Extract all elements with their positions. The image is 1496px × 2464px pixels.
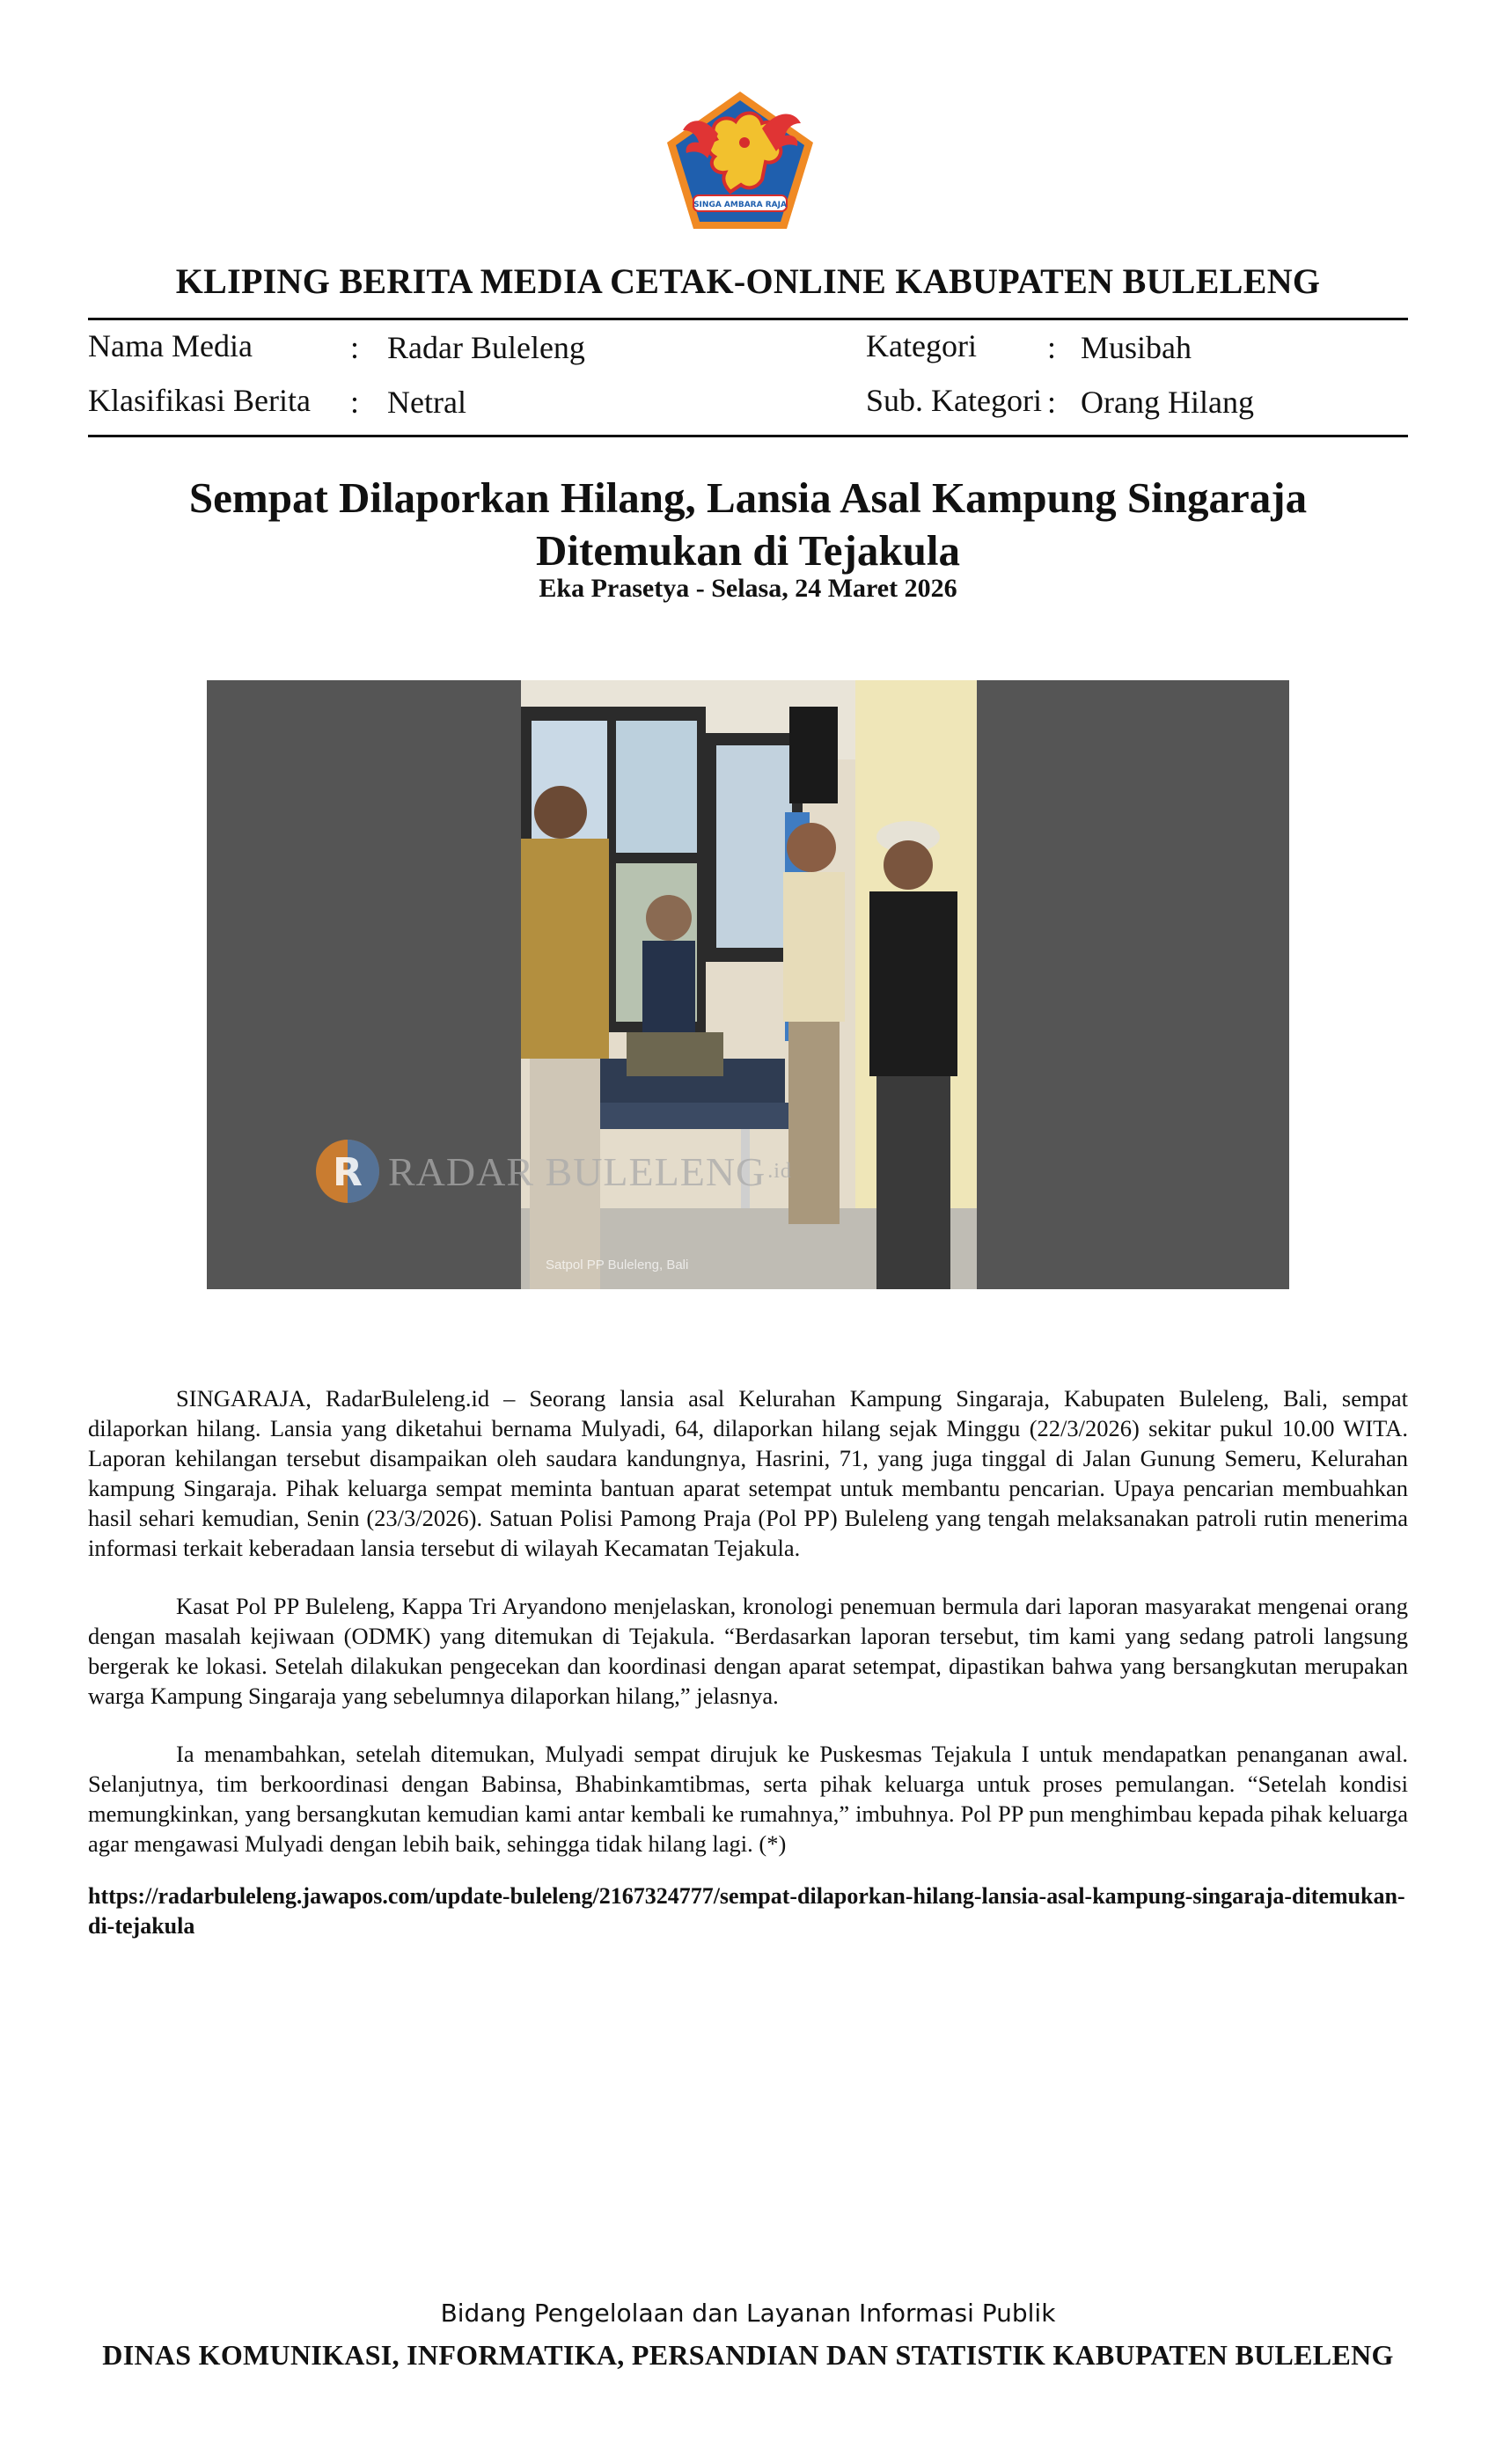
- nama-media-value: Radar Buleleng: [387, 330, 585, 365]
- source-link[interactable]: https://radarbuleleng.jawapos.com/update-buleleng/2167324777/sempat-dilaporkan-hilang-lansia-asal-kampung-singaraja-ditemukan-di-tejakula: [88, 1883, 1405, 1939]
- paragraph-3: Ia menambahkan, setelah ditemukan, Mulyadi sempat dirujuk ke Puskesmas Tejakula I untuk mendapatkan penanganan awal. Selanjutnya, tim berkoordinasi dengan Babinsa, Bhabinkamtibmas, serta pihak keluarga untuk proses pemulangan. “Setelah kondisi memungkinkan, yang bersangkutan kemudian kami antar kembali ke rumahnya,” imbuhnya. Pol PP pun menghimbau kepada pihak keluarga agar mengawasi Mulyadi dengan lebih baik, sehingga tidak hilang lagi. (*): [88, 1741, 1408, 1857]
- document-title: KLIPING BERITA MEDIA CETAK-ONLINE KABUPATEN BULELENG: [175, 261, 1321, 301]
- sub-kategori-label: Sub. Kategori: [866, 383, 1042, 418]
- nama-media-label: Nama Media: [88, 328, 253, 363]
- singa-ambara-raja-emblem-icon: [664, 88, 817, 232]
- bottom-divider: [88, 435, 1408, 437]
- footer-agency: DINAS KOMUNIKASI, INFORMATIKA, PERSANDIAN DAN STATISTIK KABUPATEN BULELENG: [102, 2339, 1394, 2371]
- watermark-text: RADAR BULELENG: [388, 1148, 766, 1194]
- buleleng-emblem-logo: [664, 88, 817, 232]
- article-headline: [132, 472, 1364, 577]
- klasifikasi-colon: :: [350, 385, 360, 420]
- watermark-suffix: .id: [767, 1159, 792, 1183]
- kategori-value: Musibah: [1081, 330, 1192, 365]
- headline-line-2: Ditemukan di Tejakula: [536, 526, 960, 575]
- emblem-motto: SINGA AMBARA RAJA: [693, 201, 787, 209]
- footer-department: Bidang Pengelolaan dan Layanan Informasi Publik: [440, 2299, 1056, 2328]
- radar-logo-icon: [312, 1136, 383, 1206]
- kategori-label: Kategori: [866, 328, 977, 363]
- headline-line-1: Sempat Dilaporkan Hilang, Lansia Asal Kampung Singaraja: [188, 473, 1308, 522]
- paragraph-1: SINGARAJA, RadarBuleleng.id – Seorang lansia asal Kelurahan Kampung Singaraja, Kabupaten Buleleng, Bali, sempat dilaporkan hilang. Lansia yang diketahui bernama Mulyadi, 64, dilaporkan hilang sejak Minggu (22/3/2026) sekitar pukul 10.00 WITA. Laporan kehilangan tersebut disampaikan oleh saudara kandungnya, Hasrini, 71, yang juga tinggal di Jalan Gunung Semeru, Kelurahan kampung Singaraja. Pihak keluarga sempat meminta bantuan aparat setempat untuk membantu pencarian. Upaya pencarian membuahkan hasil sehari kemudian, Senin (23/3/2026). Satuan Polisi Pamong Praja (Pol PP) Buleleng yang tengah melaksanakan patroli rutin menerima informasi terkait keberadaan lansia tersebut di wilayah Kecamatan Tejakula.: [88, 1385, 1408, 1561]
- kategori-colon: :: [1047, 330, 1057, 365]
- photo-credit: Satpol PP Buleleng, Bali: [546, 1258, 689, 1272]
- klasifikasi-value: Netral: [387, 385, 466, 420]
- article-photo: [207, 680, 1289, 1289]
- article-body: [88, 1383, 1408, 1887]
- sub-kategori-colon: :: [1047, 385, 1057, 420]
- paragraph-2: Kasat Pol PP Buleleng, Kappa Tri Aryandono menjelaskan, kronologi penemuan bermula dari laporan masyarakat mengenai orang dengan masalah kejiwaan (ODMK) yang ditemukan di Tejakula. “Berdasarkan laporan tersebut, tim kami yang sedang patroli langsung bergerak ke lokasi. Setelah dilakukan pengecekan dan koordinasi dengan aparat setempat, dipastikan bahwa yang bersangkutan merupakan warga Kampung Singaraja yang sebelumnya dilaporkan hilang,” jelasnya.: [88, 1593, 1408, 1709]
- article-byline: Eka Prasetya - Selasa, 24 Maret 2026: [539, 574, 957, 603]
- photo-watermark: [312, 1136, 792, 1206]
- klasifikasi-label: Klasifikasi Berita: [88, 383, 311, 418]
- sub-kategori-value: Orang Hilang: [1081, 385, 1254, 420]
- top-divider: [88, 318, 1408, 320]
- svg-text:R: R: [333, 1150, 363, 1195]
- nama-media-colon: :: [350, 330, 360, 365]
